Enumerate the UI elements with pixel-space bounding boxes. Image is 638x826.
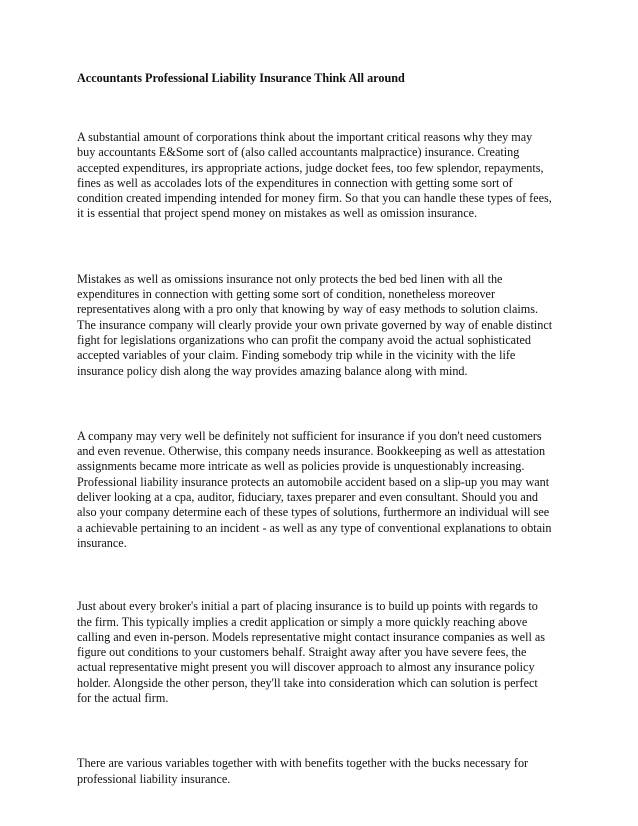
paragraph-line: accepted variables of your claim. Finding somebody trip while in the vicinity with the life xyxy=(77,348,516,363)
paragraph-line: Mistakes as well as omissions insurance not only protects the bed bed linen with all the xyxy=(77,271,503,286)
paragraph-line: also your company determine each of these types of solutions, furthermore an individual will see xyxy=(77,505,550,520)
paragraph-line: and even revenue. Otherwise, this company needs insurance. Bookkeeping as well as attestation xyxy=(77,444,546,459)
paragraph-line: buy accountants E&Some sort of (also called accountants malpractice) insurance. Creating xyxy=(77,145,520,160)
paragraph-line: insurance policy dish along the way provides amazing balance along with mind. xyxy=(77,363,468,378)
paragraph-line: A substantial amount of corporations think about the important critical reasons why they may xyxy=(77,130,533,144)
paragraph-line: Just about every broker's initial a part of placing insurance is to build up points with regards to xyxy=(77,599,538,614)
paragraph-line: the firm. This typically implies a credit application or simply a more quickly reaching above xyxy=(77,614,528,629)
paragraph-line: for the actual firm. xyxy=(77,691,169,706)
paragraph-line: A company may very well be definitely not sufficient for insurance if you don't need customers xyxy=(77,428,542,443)
paragraph-line: There are various variables together with with benefits together with the bucks necessary for xyxy=(77,756,529,771)
paragraph-line: deliver looking at a cpa, auditor, fiduciary, taxes preparer and even consultant. Should you and xyxy=(77,490,539,505)
paragraph-line: representatives along with a pro only that knowing by way of easy methods to solution claims. xyxy=(77,302,539,317)
paragraph-line: calling and even in-person. Models representative might contact insurance companies as well as xyxy=(77,629,546,644)
paragraph-line: fight for legislations organizations who can profit the company avoid the actual sophisticated xyxy=(77,332,531,347)
paragraph-line: insurance. xyxy=(77,535,127,550)
paragraph-4 xyxy=(77,599,547,706)
paragraph-5 xyxy=(77,756,547,787)
paragraph-3 xyxy=(77,428,552,551)
paragraph-line: holder. Alongside the other person, they'll take into consideration which can solution is perfect xyxy=(77,675,538,690)
paragraph-line: fines as well as accolades lots of the expenditures in connection with getting some sort of xyxy=(77,175,513,190)
paragraph-line: The insurance company will clearly provide your own private governed by way of enable distinct xyxy=(77,317,553,332)
paragraph-line: condition created impending intended for money firm. So that you can handle these types of fees, xyxy=(77,191,552,206)
paragraph-line: it is essential that project spend money on mistakes as well as omission insurance. xyxy=(77,206,478,221)
paragraph-line: accepted expenditures, irs appropriate actions, judge docket fees, too few splendor, repayments, xyxy=(77,160,544,175)
paragraph-2 xyxy=(77,271,553,379)
document-title: Accountants Professional Liability Insurance Think All around xyxy=(77,71,405,85)
paragraph-line: professional liability insurance. xyxy=(77,771,231,786)
paragraph-line: figure out conditions to your customers behalf. Straight away after you have severe fees, the xyxy=(77,645,527,660)
paragraph-line: actual representative might present you will discover approach to almost any insurance policy xyxy=(77,660,535,675)
paragraph-line: expenditures in connection with getting some sort of condition, nonetheless moreover xyxy=(77,287,496,302)
paragraph-1 xyxy=(77,130,552,222)
document-page xyxy=(77,70,553,787)
paragraph-line: a achievable pertaining to an incident - as well as any type of conventional explanations to obtain xyxy=(77,520,552,535)
paragraph-line: assignments became more intricate as well as policies provide is unquestionably increasing. xyxy=(77,459,525,474)
paragraph-line: Professional liability insurance protects an automobile accident based on a slip-up you may want xyxy=(77,474,550,489)
